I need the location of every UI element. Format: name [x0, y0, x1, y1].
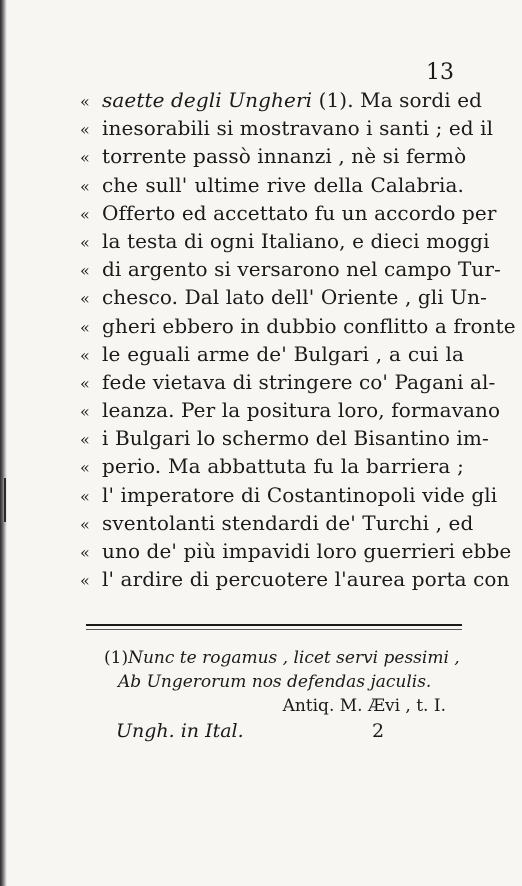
quote-mark: « [80, 204, 90, 224]
line-text: la testa di ogni Italiano, e dieci moggi [102, 228, 490, 253]
line-text [102, 88, 482, 112]
quote-mark: « [80, 176, 90, 196]
footnote-citation: Antiq. M. Ævi , t. I. [282, 696, 446, 716]
text-line [80, 144, 467, 172]
footnote [104, 648, 460, 720]
line-text: chesco. Dal lato dell' Oriente , gli Un- [102, 285, 488, 310]
quote-mark: « [80, 514, 90, 534]
text-line [80, 398, 501, 426]
text-line [80, 173, 464, 201]
footnote-marker: (1) [104, 648, 129, 668]
quote-mark: « [80, 232, 90, 252]
quote-mark: « [80, 486, 90, 506]
body-text [80, 88, 516, 595]
line-text: di argento si versarono nel campo Tur- [102, 257, 501, 282]
quote-mark: « [80, 430, 90, 450]
text-line [80, 257, 501, 285]
text-line [80, 88, 483, 116]
text-line [80, 369, 496, 398]
line-text: leanza. Per la positura loro, formavano [102, 398, 501, 423]
line-text: uno de' più impavidi loro guerrieri ebbe [102, 539, 512, 563]
spine-mark [4, 478, 6, 522]
line-text: gheri ebbero in dubbio conflitto a fronte [102, 313, 516, 338]
text-line [80, 454, 464, 482]
line-text: le eguali arme de' Bulgari , a cui la [102, 341, 464, 366]
text-line [80, 228, 490, 257]
quote-mark: « [80, 261, 90, 281]
line-text: inesorabili si mostravano i santi ; ed il [102, 116, 494, 141]
quote-mark: « [80, 402, 90, 422]
quote-mark: « [80, 120, 90, 140]
text-line [80, 567, 510, 595]
text-line [80, 342, 464, 370]
quote-mark: « [80, 543, 90, 562]
text-line [80, 426, 489, 454]
line-text: l' ardire di percuotere l'aurea porta con [102, 567, 510, 592]
quote-mark: « [80, 289, 90, 309]
line-rest: (1). Ma sordi ed [312, 88, 483, 112]
signature-number: 2 [372, 720, 385, 742]
footnote-rule [86, 624, 462, 626]
text-line [80, 482, 498, 511]
text-line [80, 510, 474, 539]
footnote-text: Nunc te rogamus , licet servi pessimi , [128, 648, 460, 668]
line-text: fede vietava di stringere co' Pagani al- [102, 369, 496, 394]
quote-mark: « [80, 92, 90, 111]
text-line [80, 313, 516, 342]
footnote-line: Ab Ungerorum nos defendas jaculis. [118, 672, 432, 692]
quote-mark: « [80, 373, 90, 393]
line-text: sventolanti stendardi de' Turchi , ed [102, 510, 474, 535]
signature-mark: Ungh. in Ital. [116, 720, 244, 742]
line-text: torrente passò innanzi , nè si fermò [102, 144, 467, 169]
line-text: perio. Ma abbattuta fu la barriera ; [102, 454, 464, 479]
footnote-rule-thin [86, 629, 462, 630]
quote-mark: « [80, 571, 90, 591]
quote-mark: « [80, 148, 90, 168]
footnote-line [104, 648, 460, 672]
italic-phrase: saette degli Ungheri [102, 88, 313, 112]
line-text: Offerto ed accettato fu un accordo per [102, 200, 497, 225]
page-number: 13 [426, 60, 454, 85]
text-line [80, 539, 512, 567]
text-line [80, 116, 494, 144]
line-text: i Bulgari lo schermo del Bisantino im- [102, 426, 489, 451]
quote-mark: « [80, 458, 90, 478]
book-spine-shadow [0, 0, 7, 886]
text-line [80, 200, 497, 229]
line-text: che sull' ultime rive della Calabria. [102, 172, 464, 197]
line-text: l' imperatore di Costantinopoli vide gli [102, 482, 498, 507]
quote-mark: « [80, 345, 90, 365]
text-line [80, 285, 488, 313]
quote-mark: « [80, 317, 90, 337]
